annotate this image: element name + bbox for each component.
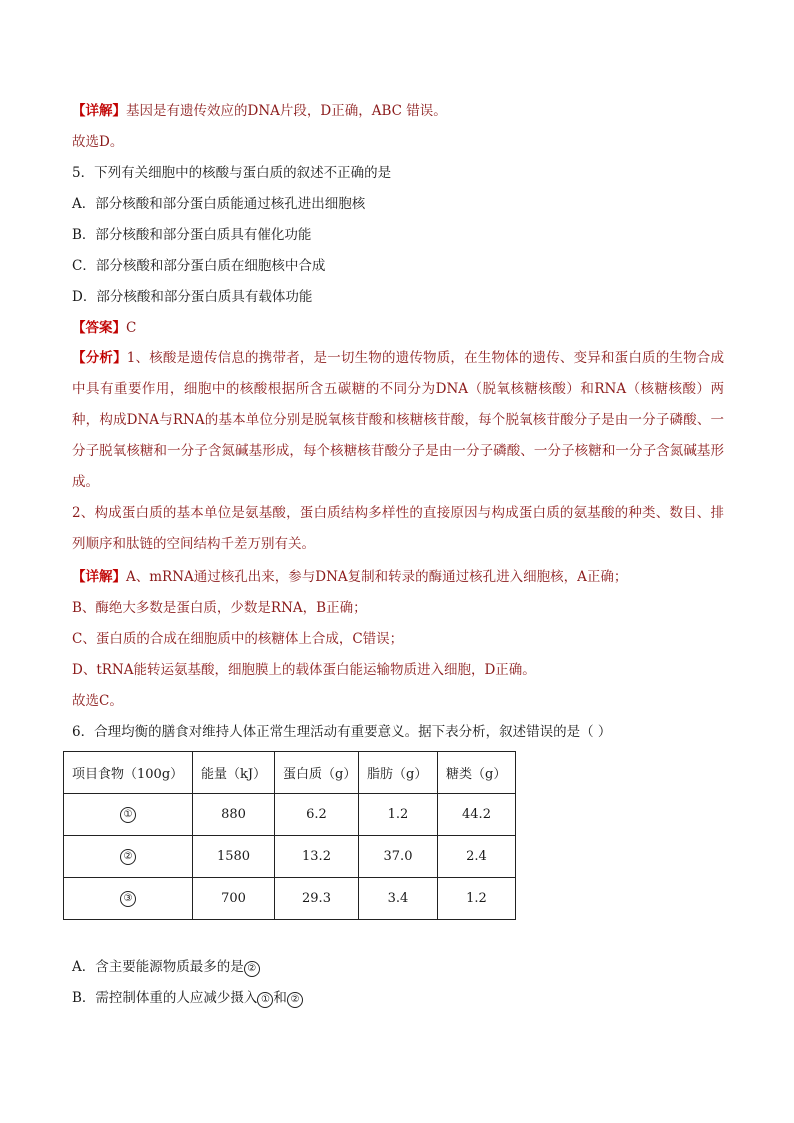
food-marker: ③: [120, 891, 136, 907]
answer-tag: 【答案】: [72, 320, 126, 336]
q5-detail-c: C、蛋白质的合成在细胞质中的核糖体上合成，C错误；: [72, 631, 404, 647]
q5-detail-d: D、tRNA能转运氨基酸，细胞膜上的载体蛋白能运输物质进入细胞，D正确。: [72, 662, 536, 678]
table-header-cell: 脂肪（g）: [359, 752, 438, 794]
detail-tag: 【详解】: [72, 569, 126, 585]
table-cell: 1.2: [359, 794, 438, 836]
q5-option-a: A．部分核酸和部分蛋白质能通过核孔进出细胞核: [72, 196, 366, 212]
table-header-cell: 糖类（g）: [438, 752, 516, 794]
detail-tag: 【详解】: [72, 103, 126, 119]
q5-analysis-2: 2、构成蛋白质的基本单位是氨基酸，蛋白质结构多样性的直接原因与构成蛋白质的氨基酸的种类、数目、排列顺序和肽链的空间结构千差万别有关。: [72, 505, 724, 552]
answer-value: C: [126, 320, 137, 336]
q5-option-c: C．部分核酸和部分蛋白质在细胞核中合成: [72, 258, 326, 274]
table-cell: 1580: [193, 836, 275, 878]
food-marker: ①: [120, 807, 136, 823]
q5-conclusion: 故选C。: [72, 693, 123, 709]
q5-option-d: D．部分核酸和部分蛋白质具有载体功能: [72, 289, 313, 305]
analysis-tag: 【分析】: [72, 350, 127, 366]
detail-a: A、mRNA通过核孔出来，参与DNA复制和转录的酶通过核孔进入细胞核，A正确；: [126, 569, 628, 585]
q5-detail-b: B、酶绝大多数是蛋白质，少数是RNA，B正确；: [72, 600, 367, 616]
table-cell: 44.2: [438, 794, 516, 836]
table-cell: 880: [193, 794, 275, 836]
analysis-text-1: 1、核酸是遗传信息的携带者，是一切生物的遗传物质，在生物体的遗传、变异和蛋白质的生物合成中具有重要作用，细胞中的核酸根据所含五碳糖的不同分为DNA（脱氧核糖核酸）和RNA（核糖核酸）两种，构成DNA与RNA的基本单位分别是脱氧核苷酸和核糖核苷酸，每个脱氧核苷酸分子是由一分子磷酸、一分子脱氧核糖和一分子含氮碱基形成，每个核糖核苷酸分子是由一分子磷酸、一分子核糖和一分子含氮碱基形成。: [72, 350, 725, 490]
food-nutrition-table: [63, 751, 516, 920]
table-cell: 2.4: [438, 836, 516, 878]
table-cell: 37.0: [359, 836, 438, 878]
table-row: [64, 878, 516, 920]
q5-answer-line: [72, 318, 136, 338]
table-row: [64, 794, 516, 836]
q5-stem: 5．下列有关细胞中的核酸与蛋白质的叙述不正确的是: [72, 165, 392, 181]
q6-stem: 6．合理均衡的膳食对维持人体正常生理活动有重要意义。据下表分析，叙述错误的是（ ）: [72, 724, 612, 740]
q4-conclusion: 故选D。: [72, 134, 124, 150]
table-header-cell: 能量（kJ）: [193, 752, 275, 794]
option-b-marker-2: ②: [287, 992, 303, 1008]
option-b-text: B．需控制体重的人应减少摄入: [72, 990, 258, 1006]
detail-text: 基因是有遗传效应的DNA片段，D正确，ABC 错误。: [126, 103, 447, 119]
q4-detail-line: [72, 101, 447, 121]
table-header-cell: 蛋白质（g）: [275, 752, 359, 794]
table-cell: 6.2: [275, 794, 359, 836]
table-cell-food: [64, 794, 193, 836]
q5-analysis-1: [72, 343, 724, 498]
table-header-row: [64, 752, 516, 794]
table-cell: 1.2: [438, 878, 516, 920]
table-cell: 29.3: [275, 878, 359, 920]
table-cell: 700: [193, 878, 275, 920]
table-row: [64, 836, 516, 878]
table-header-cell: 项目食物（100g）: [64, 752, 193, 794]
option-a-marker: ②: [244, 961, 260, 977]
q5-detail-a-line: [72, 567, 627, 587]
option-a-text: A．含主要能源物质最多的是: [72, 959, 244, 975]
table-cell-food: [64, 878, 193, 920]
option-b-and: 和: [273, 990, 287, 1006]
q6-option-a: [72, 957, 260, 977]
option-b-marker-1: ①: [257, 992, 273, 1008]
table-cell-food: [64, 836, 193, 878]
q5-option-b: B．部分核酸和部分蛋白质具有催化功能: [72, 227, 312, 243]
food-marker: ②: [120, 849, 136, 865]
table-cell: 13.2: [275, 836, 359, 878]
table-cell: 3.4: [359, 878, 438, 920]
q6-option-b: [72, 988, 303, 1008]
